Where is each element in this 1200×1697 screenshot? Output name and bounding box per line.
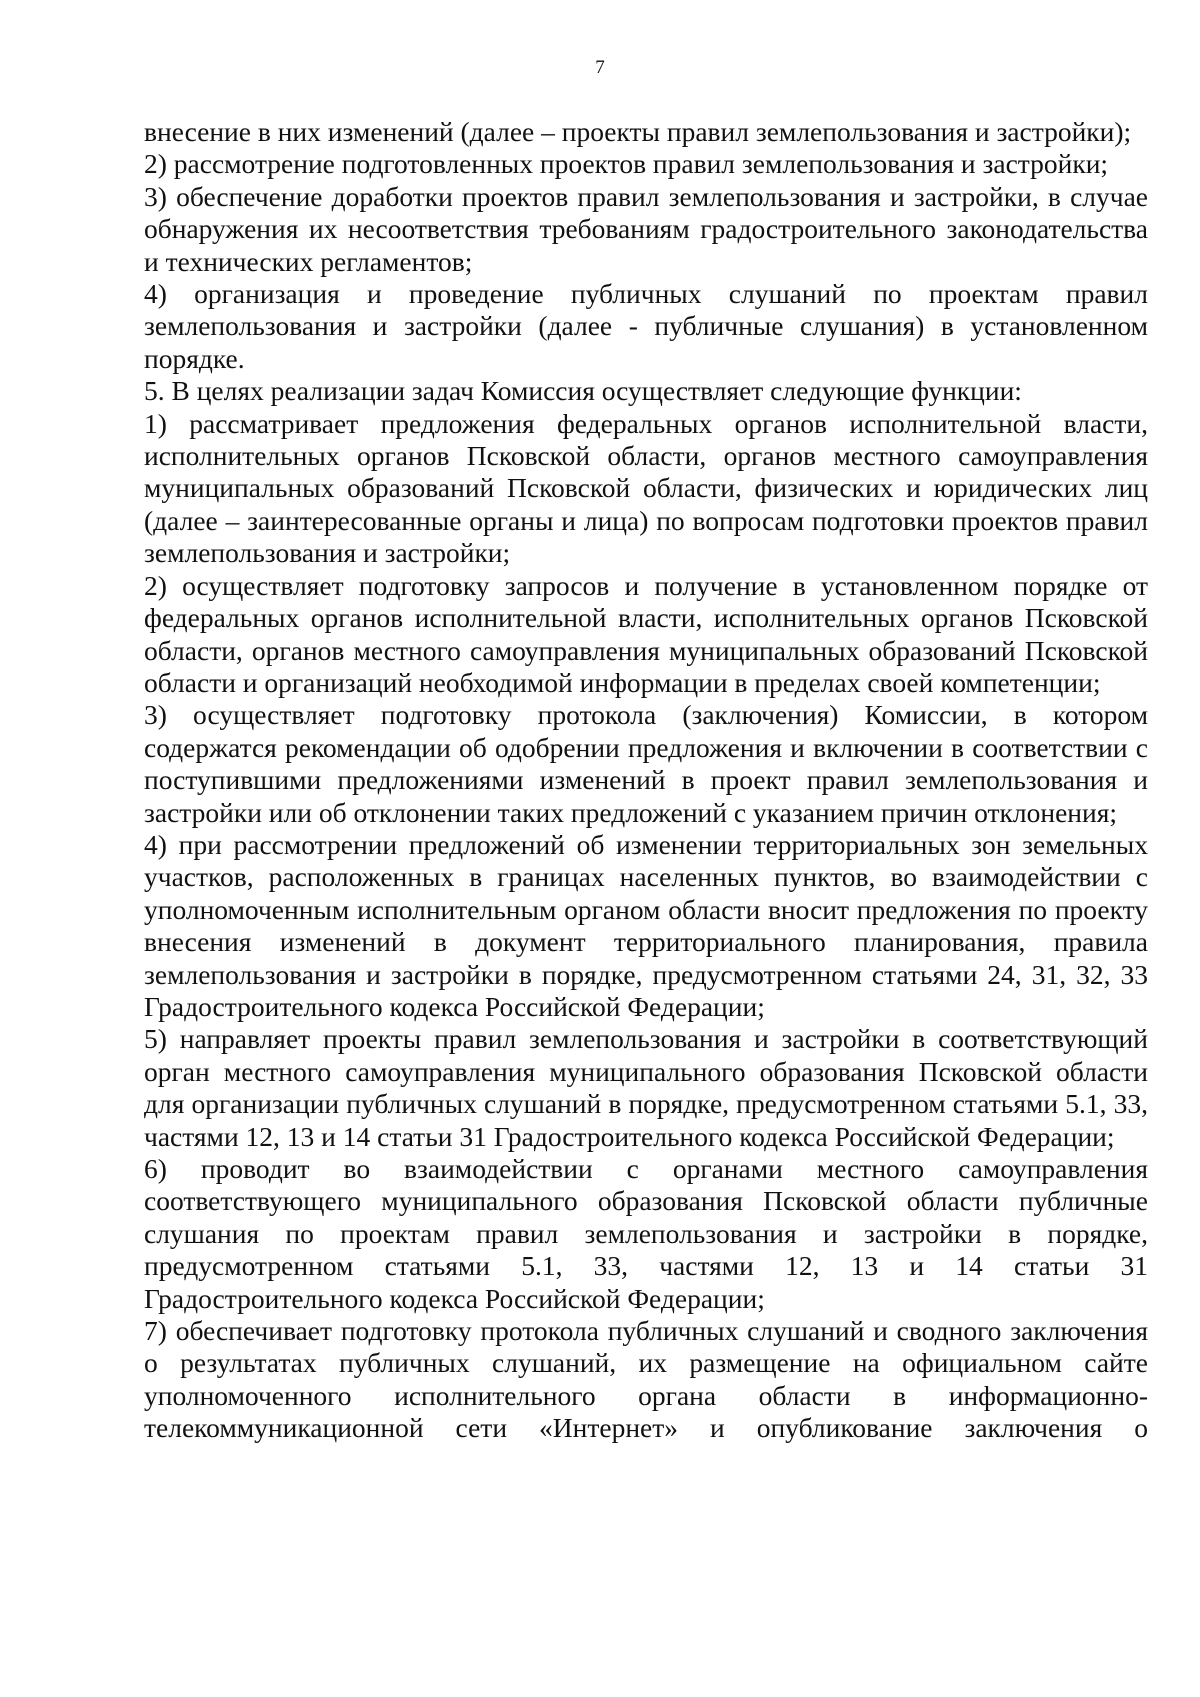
paragraph: 3) осуществляет подготовку протокола (заключения) Комиссии, в котором содержатся рекомендации об одобрении предложения и включении в соответствии с поступившими предложениями изменений в проект правил землепользования и застройки или об отклонении таких предложений с указанием причин отклонения;	[144, 699, 1148, 828]
paragraph: 4) при рассмотрении предложений об изменении территориальных зон земельных участков, расположенных в границах населенных пунктов, во взаимодействии с уполномоченным исполнительным органом области вносит предложения по проекту внесения изменений в документ территориального планирования, правила землепользования и застройки в порядке, предусмотренном статьями 24, 31, 32, 33 Градостроительного кодекса Российской Федерации;	[144, 828, 1148, 1022]
paragraph: 2) рассмотрение подготовленных проектов правил землепользования и застройки;	[144, 148, 1109, 180]
paragraph-continued: 7) обеспечивает подготовку протокола публичных слушаний и сводного заключения о результатах публичных слушаний, их размещение на официальном сайте уполномоченного исполнительного органа области в информационно-телекоммуникационной сети «Интернет» и опубликование заключения о	[144, 1315, 1148, 1444]
paragraph: внесение в них изменений (далее – проекты правил землепользования и застройки);	[144, 116, 1132, 147]
paragraph: 5. В целях реализации задач Комиссия осуществляет следующие функции:	[144, 375, 1022, 407]
paragraph: 5) направляет проекты правил землепользования и застройки в соответствующий орган местного самоуправления муниципального образования Псковской области для организации публичных слушаний в порядке, предусмотренном статьями 5.1, 33, частями 12, 13 и 14 статьи 31 Градостроительного кодекса Российской Федерации;	[144, 1023, 1148, 1152]
page-number: 7	[595, 57, 605, 78]
paragraph: 3) обеспечение доработки проектов правил землепользования и застройки, в случае обнаружения их несоответствия требованиям градостроительного законодательства и технических регламентов;	[144, 180, 1148, 277]
paragraph: 6) проводит во взаимодействии с органами местного самоуправления соответствующего муниципального образования Псковской области публичные слушания по проектам правил землепользования и застройки в порядке, предусмотренном статьями 5.1, 33, частями 12, 13 и 14 статьи 31 Градостроительного кодекса Российской Федерации;	[144, 1153, 1148, 1314]
paragraph: 1) рассматривает предложения федеральных органов исполнительной власти, исполнительных органов Псковской области, органов местного самоуправления муниципальных образований Псковской области, физических и юридических лиц (далее – заинтересованные органы и лица) по вопросам подготовки проектов правил землепользования и застройки;	[144, 407, 1148, 569]
paragraph: 2) осуществляет подготовку запросов и получение в установленном порядке от федеральных органов исполнительной власти, исполнительных органов Псковской области, органов местного самоуправления муниципальных образований Псковской области и организаций необходимой информации в пределах своей компетенции;	[144, 569, 1148, 698]
document-body	[144, 116, 1148, 1445]
paragraph: 4) организация и проведение публичных слушаний по проектам правил землепользования и застройки (далее - публичные слушания) в установленном порядке.	[144, 278, 1148, 374]
